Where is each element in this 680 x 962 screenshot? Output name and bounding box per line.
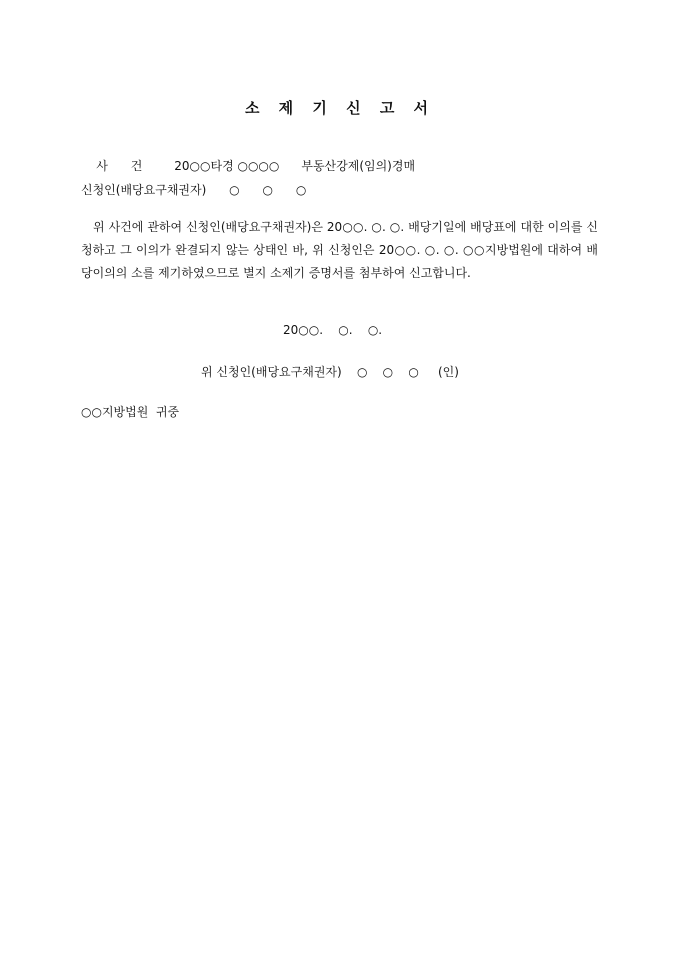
case-type: 부동산강제(임의)경매 (301, 159, 416, 173)
applicant-line: 신청인(배당요구채권자) ○ ○ ○ (81, 183, 307, 197)
case-label: 사 건 (96, 159, 143, 173)
signature-line: 위 신청인(배당요구채권자) ○ ○ ○ (인) (201, 365, 459, 379)
body-paragraph: 위 사건에 관하여 신청인(배당요구채권자)은 20○○. ○. ○. 배당기일에 배당표에 대한 이의를 신청하고 그 이의가 완결되지 않는 상태인 바, 위 신청인은 20○○. ○. ○. ○○지방법원에 대하여 배당이의의 소를 제기하였으므로 별지 소제기 증명서를 첨부하여 신고합니다. (81, 220, 598, 280)
document-title: 소 제 기 신 고 서 (244, 99, 436, 117)
date-line: 20○○. ○. ○. (283, 323, 383, 337)
case-number: 20○○타경 ○○○○ (174, 159, 280, 173)
court-line: ○○지방법원 귀중 (81, 405, 180, 419)
